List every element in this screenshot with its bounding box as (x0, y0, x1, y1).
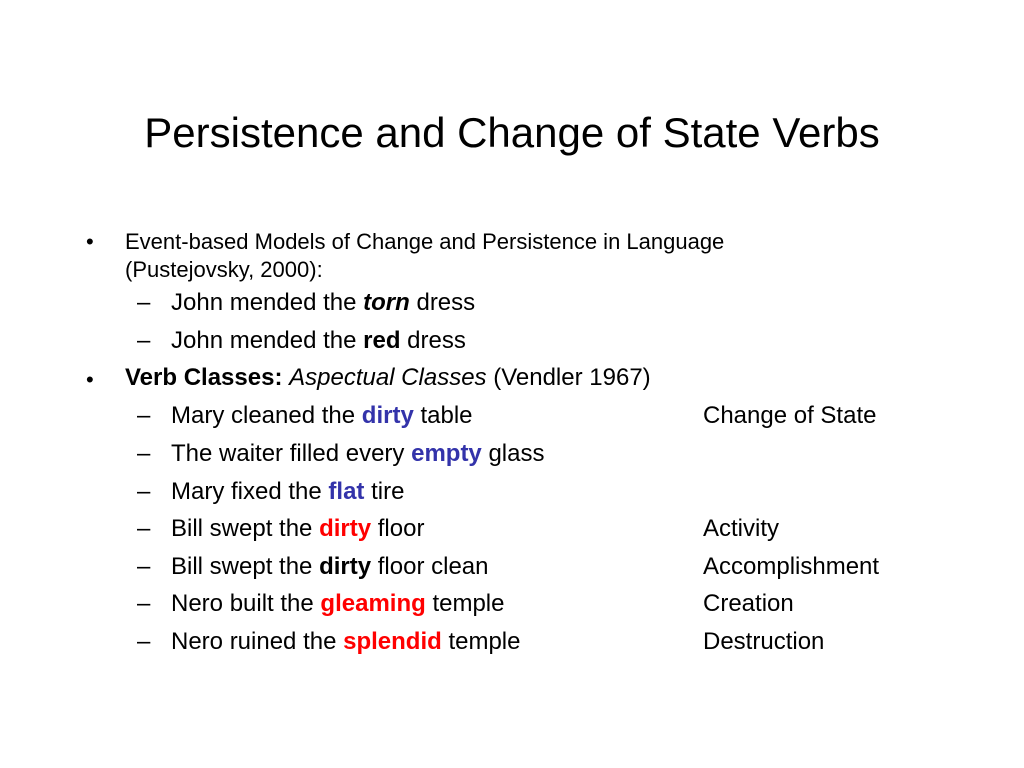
example-text: Nero built the (171, 590, 321, 617)
category-label: Accomplishment (703, 553, 880, 580)
example-text: floor (371, 515, 425, 542)
sub-item-red-dress (171, 326, 466, 356)
example-text: table (413, 402, 473, 429)
example-text: The waiter filled every (171, 440, 412, 467)
highlight-word: dirty (319, 553, 372, 580)
category-label: Destruction (703, 628, 825, 655)
sub-item-torn-dress (171, 288, 475, 318)
example-row-2 (171, 439, 544, 469)
vendler-citation: (Vendler 1967) (486, 364, 651, 391)
example-row-5 (171, 552, 489, 582)
example-text: Bill swept the (171, 515, 320, 542)
example-row-7 (171, 627, 520, 657)
example-text: temple (425, 590, 505, 617)
highlight-word: dirty (361, 402, 414, 429)
sub-dash-1: – (137, 289, 151, 316)
slide-title: Persistence and Change of State Verbs (144, 109, 880, 156)
sub-item-text: dress (409, 289, 476, 316)
example-text: floor clean (371, 553, 489, 580)
highlight-word: flat (328, 478, 365, 505)
sub-item-text: dress (400, 327, 466, 354)
sub-item-text: John mended the (171, 289, 364, 316)
sub-dash-2: – (137, 327, 151, 354)
bullet-2-marker: • (86, 367, 94, 392)
category-label: Activity (703, 515, 780, 542)
example-text: tire (364, 478, 405, 505)
highlight-word: gleaming (320, 590, 426, 617)
example-row-1 (171, 401, 473, 431)
verb-classes-label: Verb Classes: (125, 364, 283, 391)
example-text: Mary fixed the (171, 478, 329, 505)
example-text: temple (441, 628, 521, 655)
example-row-4 (171, 514, 424, 544)
bullet-1-line-1: Event-based Models of Change and Persistence in Language (125, 229, 725, 254)
highlight-word: empty (411, 440, 482, 467)
example-text: Nero ruined the (171, 628, 344, 655)
bullet-1-marker: • (86, 229, 94, 254)
sub-dash-9: – (137, 628, 151, 655)
category-label: Creation (703, 590, 794, 617)
bullet-1-line-2: (Pustejovsky, 2000): (125, 257, 323, 282)
aspectual-classes-label: Aspectual Classes (289, 364, 487, 391)
example-text: Mary cleaned the (171, 402, 362, 429)
bullet-2-line (125, 363, 651, 393)
highlight-word: torn (363, 289, 410, 316)
sub-dash-8: – (137, 590, 151, 617)
sub-dash-3: – (137, 402, 151, 429)
sub-dash-4: – (137, 440, 151, 467)
sub-item-text: John mended the (171, 327, 364, 354)
example-row-3 (171, 477, 404, 507)
sub-dash-7: – (137, 553, 151, 580)
highlight-word: red (363, 327, 401, 354)
example-text: glass (481, 440, 545, 467)
sub-dash-5: – (137, 478, 151, 505)
category-label: Change of State (703, 402, 877, 429)
highlight-word: dirty (319, 515, 372, 542)
example-text: Bill swept the (171, 553, 320, 580)
highlight-word: splendid (343, 628, 442, 655)
example-row-6 (171, 589, 504, 619)
sub-dash-6: – (137, 515, 151, 542)
